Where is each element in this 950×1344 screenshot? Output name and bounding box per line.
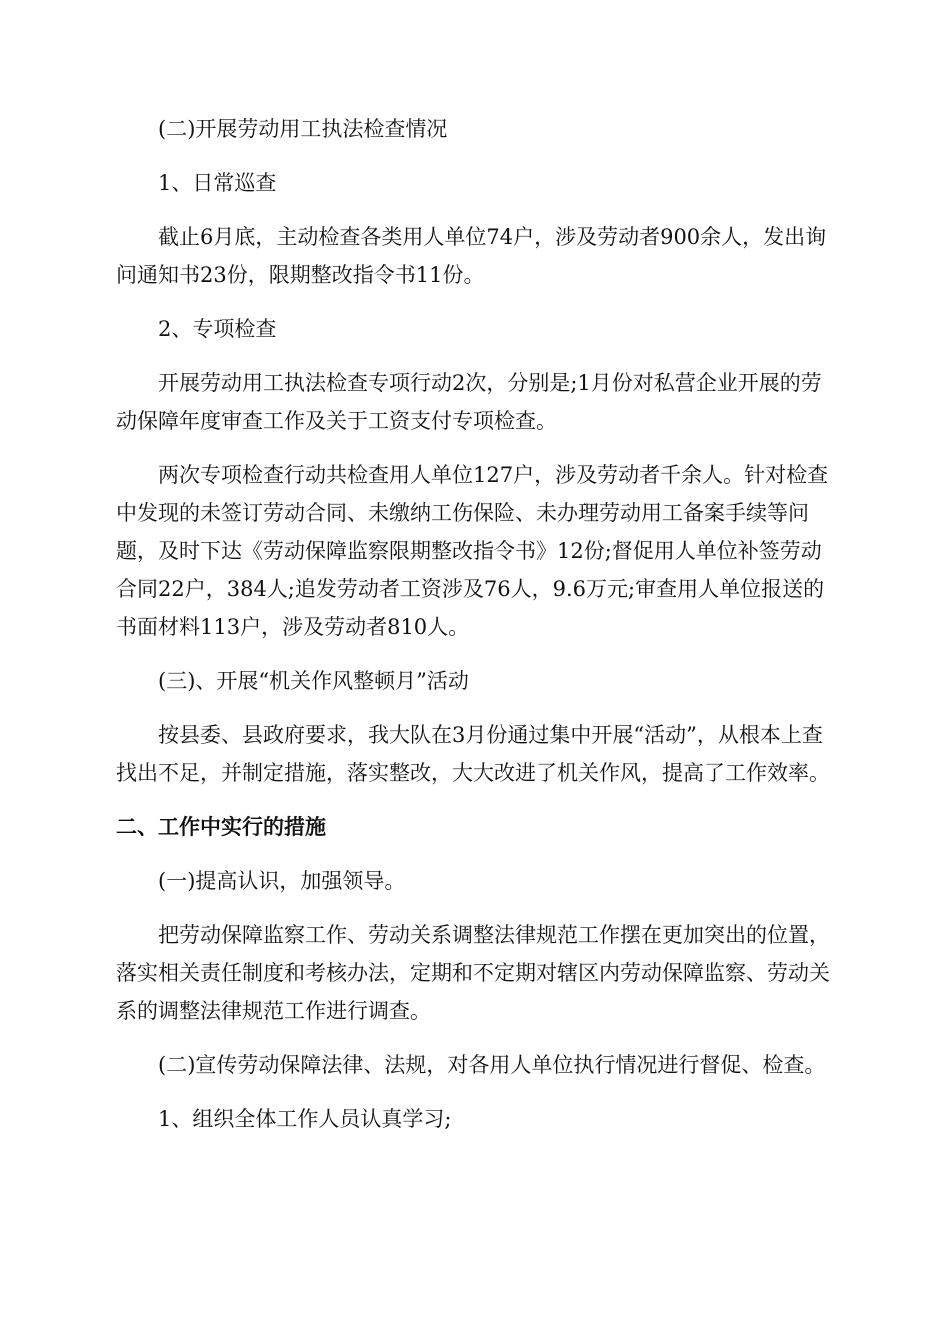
subheading-daily-patrol: 1、日常巡查 (158, 171, 277, 195)
section-heading-measures: 二、工作中实行的措施 (116, 815, 326, 839)
subheading-raise-awareness: (一)提高认识，加强领导。 (158, 869, 406, 893)
subheading-publicize-laws: (二)宣传劳动保障法律、法规，对各用人单位执行情况进行督促、检查。 (158, 1053, 826, 1077)
list-item-organize-study: 1、组织全体工作人员认真学习; (158, 1107, 452, 1131)
paragraph-daily-patrol: 截止6月底，主动检查各类用人单位74户，涉及劳动者900余人，发出询问通知书23份，限期整改指令书11份。 (116, 225, 827, 287)
subheading-special-inspection: 2、专项检查 (158, 317, 277, 341)
subheading-labor-inspection: (二)开展劳动用工执法检查情况 (158, 117, 448, 141)
paragraph-inspection-results: 两次专项检查行动共检查用人单位127户，涉及劳动者千余人。针对检查中发现的未签订劳动合同、未缴纳工伤保险、未办理劳动用工备案手续等问题，及时下达《劳动保障监察限期整改指令书》12份;督促用人单位补签劳动合同22户，384人;追发劳动者工资涉及76人，9.6万元;审查用人单位报送的书面材料113户，涉及劳动者810人。 (116, 463, 829, 639)
paragraph-raise-awareness: 把劳动保障监察工作、劳动关系调整法律规范工作摆在更加突出的位置，落实相关责任制度和考核办法，定期和不定期对辖区内劳动保障监察、劳动关系的调整法律规范工作进行调查。 (116, 923, 830, 1023)
subheading-style-rectification: (三)、开展“机关作风整顿月”活动 (158, 669, 469, 693)
document-page (116, 110, 836, 1154)
paragraph-special-actions: 开展劳动用工执法检查专项行动2次，分别是;1月份对私营企业开展的劳动保障年度审查工作及关于工资支付专项检查。 (116, 371, 822, 433)
paragraph-style-rectification: 按县委、县政府要求，我大队在3月份通过集中开展“活动”，从根本上查找出不足，并制定措施，落实整改，大大改进了机关作风，提高了工作效率。 (116, 723, 830, 785)
